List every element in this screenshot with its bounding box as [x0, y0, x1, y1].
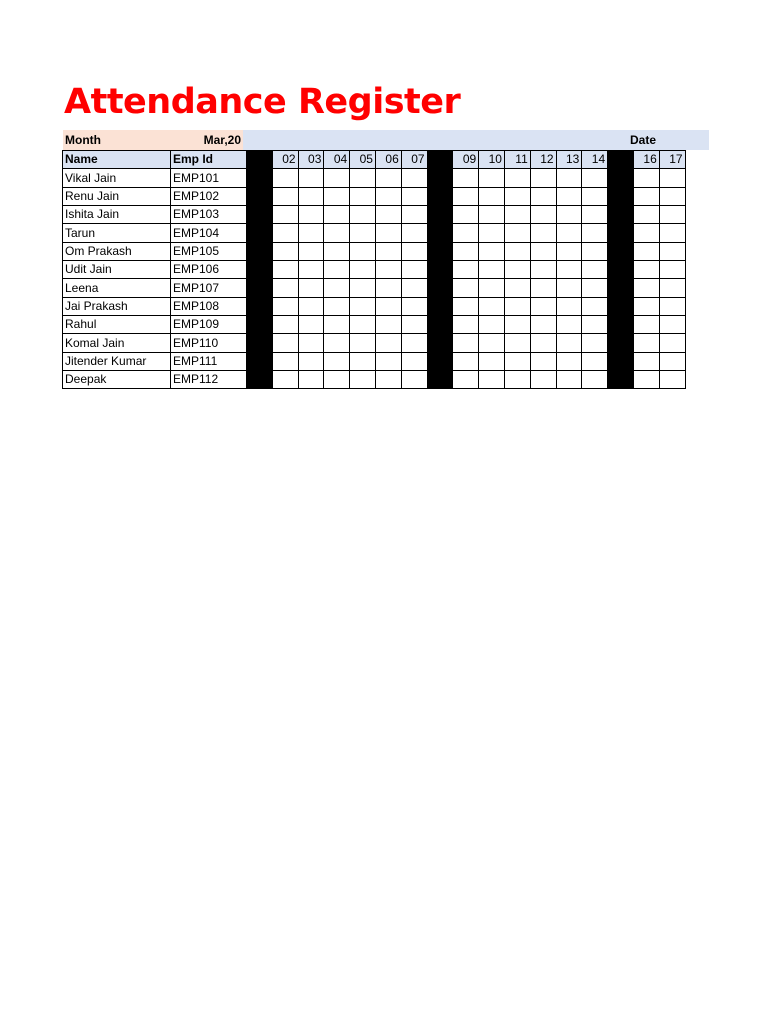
attendance-cell[interactable] [350, 371, 376, 389]
attendance-cell[interactable] [582, 224, 608, 242]
day-header-10[interactable]: 10 [479, 151, 505, 169]
attendance-cell[interactable] [633, 187, 659, 205]
attendance-cell[interactable] [453, 316, 479, 334]
attendance-cell[interactable] [504, 279, 530, 297]
holiday-cell[interactable] [247, 352, 273, 370]
holiday-cell[interactable] [427, 371, 453, 389]
month-value: Mar,20 [203, 133, 241, 147]
attendance-cell[interactable] [479, 334, 505, 352]
attendance-cell[interactable] [659, 206, 685, 224]
attendance-cell[interactable] [298, 242, 324, 260]
attendance-cell[interactable] [582, 371, 608, 389]
month-row [63, 130, 709, 150]
holiday-cell[interactable] [608, 334, 634, 352]
holiday-cell[interactable] [247, 316, 273, 334]
attendance-cell[interactable] [582, 352, 608, 370]
attendance-cell[interactable] [324, 279, 350, 297]
attendance-cell[interactable] [582, 169, 608, 187]
attendance-cell[interactable] [479, 371, 505, 389]
attendance-cell[interactable] [556, 261, 582, 279]
attendance-cell[interactable] [298, 206, 324, 224]
employee-id-cell[interactable]: EMP109 [171, 316, 247, 334]
attendance-cell[interactable] [479, 169, 505, 187]
attendance-cell[interactable] [582, 187, 608, 205]
attendance-cell[interactable] [479, 187, 505, 205]
attendance-cell[interactable] [479, 279, 505, 297]
attendance-cell[interactable] [272, 261, 298, 279]
holiday-cell[interactable] [247, 242, 273, 260]
attendance-cell[interactable] [298, 261, 324, 279]
holiday-cell[interactable] [608, 261, 634, 279]
attendance-cell[interactable] [350, 352, 376, 370]
attendance-cell[interactable] [375, 371, 401, 389]
day-header-08[interactable]: 08 [427, 151, 453, 169]
attendance-cell[interactable] [375, 224, 401, 242]
attendance-cell[interactable] [659, 316, 685, 334]
attendance-cell[interactable] [272, 279, 298, 297]
attendance-cell[interactable] [504, 297, 530, 315]
attendance-cell[interactable] [556, 279, 582, 297]
attendance-cell[interactable] [350, 187, 376, 205]
attendance-cell[interactable] [324, 169, 350, 187]
attendance-cell[interactable] [556, 187, 582, 205]
attendance-cell[interactable] [350, 334, 376, 352]
holiday-cell[interactable] [608, 187, 634, 205]
employee-id-cell[interactable]: EMP102 [171, 187, 247, 205]
employee-name-cell[interactable]: Rahul [63, 316, 171, 334]
attendance-cell[interactable] [324, 297, 350, 315]
attendance-table [62, 150, 686, 389]
holiday-cell[interactable] [247, 261, 273, 279]
attendance-cell[interactable] [298, 169, 324, 187]
attendance-cell[interactable] [272, 334, 298, 352]
attendance-cell[interactable] [350, 206, 376, 224]
holiday-cell[interactable] [427, 261, 453, 279]
holiday-cell[interactable] [427, 279, 453, 297]
holiday-cell[interactable] [608, 242, 634, 260]
attendance-cell[interactable] [633, 297, 659, 315]
employee-id-cell[interactable]: EMP112 [171, 371, 247, 389]
attendance-cell[interactable] [582, 279, 608, 297]
attendance-cell[interactable] [324, 224, 350, 242]
day-header-04[interactable]: 04 [324, 151, 350, 169]
day-header-03[interactable]: 03 [298, 151, 324, 169]
employee-name-cell[interactable]: Tarun [63, 224, 171, 242]
attendance-cell[interactable] [479, 316, 505, 334]
holiday-cell[interactable] [608, 371, 634, 389]
attendance-cell[interactable] [633, 316, 659, 334]
attendance-cell[interactable] [401, 279, 427, 297]
employee-id-cell[interactable]: EMP103 [171, 206, 247, 224]
attendance-cell[interactable] [453, 169, 479, 187]
holiday-cell[interactable] [608, 224, 634, 242]
attendance-cell[interactable] [633, 371, 659, 389]
attendance-cell[interactable] [659, 187, 685, 205]
attendance-cell[interactable] [479, 261, 505, 279]
attendance-cell[interactable] [659, 261, 685, 279]
employee-id-cell[interactable]: EMP104 [171, 224, 247, 242]
attendance-cell[interactable] [659, 297, 685, 315]
attendance-cell[interactable] [504, 169, 530, 187]
attendance-cell[interactable] [633, 334, 659, 352]
attendance-cell[interactable] [659, 334, 685, 352]
attendance-cell[interactable] [453, 279, 479, 297]
table-row [63, 279, 686, 297]
attendance-cell[interactable] [453, 352, 479, 370]
attendance-cell[interactable] [298, 352, 324, 370]
attendance-cell[interactable] [504, 261, 530, 279]
holiday-cell[interactable] [608, 316, 634, 334]
employee-id-cell[interactable]: EMP111 [171, 352, 247, 370]
employee-name-cell[interactable]: Vikal Jain [63, 169, 171, 187]
attendance-cell[interactable] [453, 371, 479, 389]
month-cell[interactable] [63, 130, 243, 150]
table-row [63, 334, 686, 352]
attendance-cell[interactable] [530, 224, 556, 242]
attendance-cell[interactable] [272, 316, 298, 334]
attendance-cell[interactable] [401, 169, 427, 187]
attendance-cell[interactable] [375, 261, 401, 279]
holiday-cell[interactable] [247, 279, 273, 297]
attendance-cell[interactable] [375, 206, 401, 224]
holiday-cell[interactable] [247, 224, 273, 242]
attendance-cell[interactable] [530, 261, 556, 279]
attendance-cell[interactable] [479, 206, 505, 224]
attendance-cell[interactable] [375, 334, 401, 352]
attendance-cell[interactable] [298, 297, 324, 315]
employee-name-cell[interactable]: Jitender Kumar [63, 352, 171, 370]
attendance-cell[interactable] [556, 371, 582, 389]
employee-name-cell[interactable]: Renu Jain [63, 187, 171, 205]
holiday-cell[interactable] [608, 206, 634, 224]
attendance-cell[interactable] [530, 242, 556, 260]
attendance-cell[interactable] [659, 169, 685, 187]
attendance-cell[interactable] [659, 371, 685, 389]
holiday-cell[interactable] [427, 297, 453, 315]
table-row [63, 316, 686, 334]
attendance-cell[interactable] [504, 224, 530, 242]
attendance-cell[interactable] [298, 371, 324, 389]
day-header-01[interactable]: 01 [247, 151, 273, 169]
attendance-cell[interactable] [556, 316, 582, 334]
attendance-cell[interactable] [479, 297, 505, 315]
employee-name-cell[interactable]: Komal Jain [63, 334, 171, 352]
attendance-cell[interactable] [324, 261, 350, 279]
attendance-cell[interactable] [324, 352, 350, 370]
attendance-cell[interactable] [298, 187, 324, 205]
attendance-cell[interactable] [375, 242, 401, 260]
attendance-cell[interactable] [530, 169, 556, 187]
employee-id-cell[interactable]: EMP105 [171, 242, 247, 260]
page-title: Attendance Register [64, 82, 461, 122]
attendance-cell[interactable] [401, 297, 427, 315]
holiday-cell[interactable] [247, 206, 273, 224]
attendance-cell[interactable] [375, 187, 401, 205]
attendance-cell[interactable] [504, 206, 530, 224]
attendance-cell[interactable] [350, 297, 376, 315]
attendance-cell[interactable] [556, 242, 582, 260]
attendance-cell[interactable] [272, 187, 298, 205]
attendance-cell[interactable] [582, 206, 608, 224]
attendance-cell[interactable] [453, 187, 479, 205]
day-header-06[interactable]: 06 [375, 151, 401, 169]
attendance-cell[interactable] [530, 297, 556, 315]
attendance-cell[interactable] [401, 334, 427, 352]
attendance-cell[interactable] [401, 206, 427, 224]
attendance-cell[interactable] [272, 297, 298, 315]
holiday-cell[interactable] [427, 334, 453, 352]
table-row [63, 297, 686, 315]
attendance-cell[interactable] [272, 352, 298, 370]
table-row [63, 169, 686, 187]
attendance-cell[interactable] [556, 224, 582, 242]
header-row [63, 151, 686, 169]
holiday-cell[interactable] [427, 206, 453, 224]
attendance-cell[interactable] [272, 242, 298, 260]
attendance-cell[interactable] [504, 187, 530, 205]
attendance-cell[interactable] [350, 279, 376, 297]
holiday-cell[interactable] [608, 297, 634, 315]
column-header-name[interactable]: Name [63, 151, 171, 169]
attendance-cell[interactable] [504, 371, 530, 389]
attendance-cell[interactable] [324, 334, 350, 352]
day-header-11[interactable]: 11 [504, 151, 530, 169]
holiday-cell[interactable] [427, 224, 453, 242]
attendance-cell[interactable] [479, 224, 505, 242]
attendance-cell[interactable] [633, 169, 659, 187]
attendance-cell[interactable] [375, 169, 401, 187]
table-row [63, 242, 686, 260]
employee-id-cell[interactable]: EMP101 [171, 169, 247, 187]
day-header-12[interactable]: 12 [530, 151, 556, 169]
attendance-cell[interactable] [504, 316, 530, 334]
attendance-cell[interactable] [530, 334, 556, 352]
employee-name-cell[interactable]: Ishita Jain [63, 206, 171, 224]
attendance-cell[interactable] [375, 352, 401, 370]
attendance-cell[interactable] [401, 187, 427, 205]
attendance-cell[interactable] [298, 334, 324, 352]
attendance-cell[interactable] [504, 242, 530, 260]
employee-name-cell[interactable]: Udit Jain [63, 261, 171, 279]
attendance-cell[interactable] [556, 334, 582, 352]
attendance-cell[interactable] [350, 316, 376, 334]
attendance-cell[interactable] [479, 352, 505, 370]
holiday-cell[interactable] [427, 169, 453, 187]
employee-id-cell[interactable]: EMP107 [171, 279, 247, 297]
attendance-cell[interactable] [401, 316, 427, 334]
employee-id-cell[interactable]: EMP108 [171, 297, 247, 315]
employee-id-cell[interactable]: EMP106 [171, 261, 247, 279]
day-header-14[interactable]: 14 [582, 151, 608, 169]
attendance-cell[interactable] [375, 297, 401, 315]
attendance-cell[interactable] [401, 371, 427, 389]
holiday-cell[interactable] [427, 316, 453, 334]
attendance-cell[interactable] [401, 224, 427, 242]
attendance-cell[interactable] [633, 206, 659, 224]
attendance-cell[interactable] [324, 371, 350, 389]
employee-name-cell[interactable]: Deepak [63, 371, 171, 389]
table-row [63, 352, 686, 370]
attendance-cell[interactable] [633, 352, 659, 370]
attendance-cell[interactable] [350, 261, 376, 279]
day-header-09[interactable]: 09 [453, 151, 479, 169]
attendance-cell[interactable] [633, 224, 659, 242]
table-row [63, 206, 686, 224]
attendance-cell[interactable] [582, 334, 608, 352]
table-row [63, 261, 686, 279]
holiday-cell[interactable] [247, 187, 273, 205]
attendance-cell[interactable] [530, 371, 556, 389]
attendance-cell[interactable] [530, 316, 556, 334]
table-row [63, 187, 686, 205]
holiday-cell[interactable] [247, 334, 273, 352]
holiday-cell[interactable] [608, 352, 634, 370]
attendance-cell[interactable] [375, 279, 401, 297]
attendance-cell[interactable] [324, 242, 350, 260]
employee-name-cell[interactable]: Leena [63, 279, 171, 297]
holiday-cell[interactable] [608, 169, 634, 187]
attendance-cell[interactable] [633, 261, 659, 279]
attendance-cell[interactable] [272, 371, 298, 389]
attendance-cell[interactable] [556, 169, 582, 187]
attendance-cell[interactable] [453, 334, 479, 352]
attendance-cell[interactable] [633, 279, 659, 297]
attendance-cell[interactable] [556, 206, 582, 224]
attendance-cell[interactable] [479, 242, 505, 260]
attendance-cell[interactable] [582, 316, 608, 334]
attendance-cell[interactable] [453, 297, 479, 315]
attendance-cell[interactable] [453, 242, 479, 260]
day-header-05[interactable]: 05 [350, 151, 376, 169]
attendance-cell[interactable] [659, 352, 685, 370]
attendance-cell[interactable] [324, 187, 350, 205]
attendance-cell[interactable] [504, 334, 530, 352]
attendance-cell[interactable] [324, 316, 350, 334]
table-row [63, 224, 686, 242]
attendance-cell[interactable] [350, 169, 376, 187]
attendance-cell[interactable] [298, 316, 324, 334]
attendance-cell[interactable] [582, 261, 608, 279]
attendance-cell[interactable] [504, 352, 530, 370]
day-header-15[interactable]: 15 [608, 151, 634, 169]
attendance-cell[interactable] [453, 224, 479, 242]
attendance-cell[interactable] [530, 206, 556, 224]
attendance-cell[interactable] [659, 224, 685, 242]
attendance-cell[interactable] [659, 242, 685, 260]
attendance-cell[interactable] [582, 297, 608, 315]
attendance-cell[interactable] [530, 279, 556, 297]
table-row [63, 371, 686, 389]
attendance-cell[interactable] [530, 187, 556, 205]
attendance-cell[interactable] [556, 297, 582, 315]
attendance-cell[interactable] [401, 352, 427, 370]
attendance-cell[interactable] [298, 224, 324, 242]
attendance-cell[interactable] [324, 206, 350, 224]
employee-name-cell[interactable]: Jai Prakash [63, 297, 171, 315]
attendance-cell[interactable] [453, 206, 479, 224]
day-header-16[interactable]: 16 [633, 151, 659, 169]
employee-id-cell[interactable]: EMP110 [171, 334, 247, 352]
attendance-cell[interactable] [659, 279, 685, 297]
attendance-cell[interactable] [272, 206, 298, 224]
day-header-13[interactable]: 13 [556, 151, 582, 169]
column-header-emp-id[interactable]: Emp Id [171, 151, 247, 169]
holiday-cell[interactable] [247, 169, 273, 187]
attendance-cell[interactable] [556, 352, 582, 370]
holiday-cell[interactable] [427, 242, 453, 260]
attendance-cell[interactable] [272, 224, 298, 242]
attendance-cell[interactable] [272, 169, 298, 187]
attendance-cell[interactable] [401, 261, 427, 279]
day-header-07[interactable]: 07 [401, 151, 427, 169]
holiday-cell[interactable] [608, 279, 634, 297]
attendance-cell[interactable] [633, 242, 659, 260]
date-label: Date [630, 133, 657, 147]
holiday-cell[interactable] [247, 371, 273, 389]
attendance-cell[interactable] [350, 224, 376, 242]
month-label: Month [65, 133, 101, 147]
attendance-cell[interactable] [453, 261, 479, 279]
day-header-17[interactable]: 17 [659, 151, 685, 169]
holiday-cell[interactable] [427, 187, 453, 205]
attendance-cell[interactable] [582, 242, 608, 260]
date-header-cell[interactable] [243, 130, 709, 150]
holiday-cell[interactable] [247, 297, 273, 315]
attendance-cell[interactable] [375, 316, 401, 334]
attendance-cell[interactable] [298, 279, 324, 297]
attendance-cell[interactable] [401, 242, 427, 260]
attendance-cell[interactable] [530, 352, 556, 370]
holiday-cell[interactable] [427, 352, 453, 370]
day-header-02[interactable]: 02 [272, 151, 298, 169]
employee-name-cell[interactable]: Om Prakash [63, 242, 171, 260]
attendance-cell[interactable] [350, 242, 376, 260]
